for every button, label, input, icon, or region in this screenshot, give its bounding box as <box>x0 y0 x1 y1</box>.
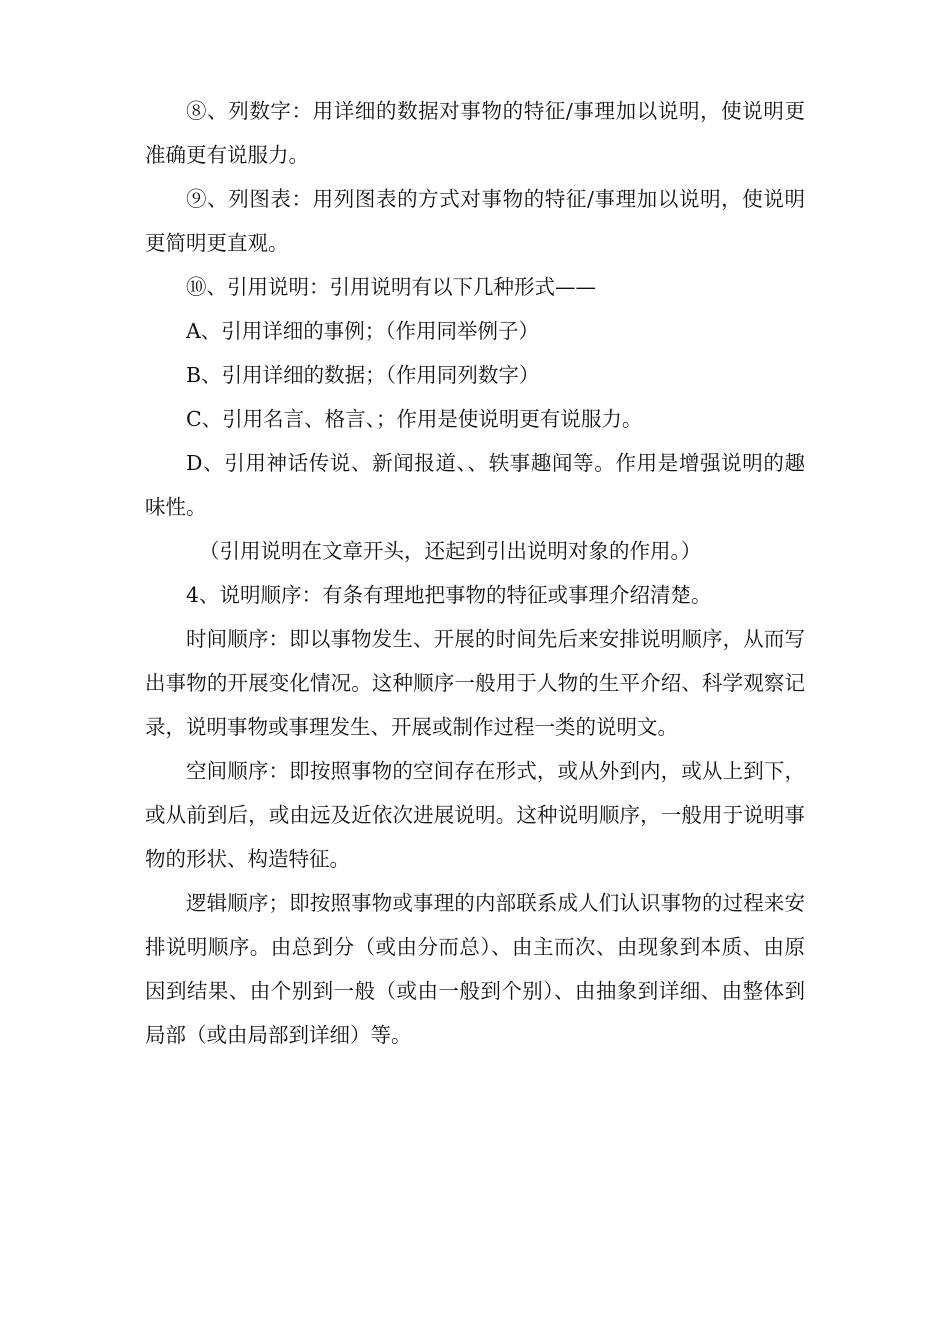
paragraph-citation-b: B、引用详细的数据；（作用同列数字） <box>186 363 540 387</box>
document-body <box>145 89 805 1057</box>
paragraph-citation-c: C、引用名言、格言、；作用是使说明更有说服力。 <box>186 407 643 431</box>
paragraph-list-numbers: ⑧、列数字：用详细的数据对事物的特征/事理加以说明，使说明更准确更有说服力。 <box>145 99 805 167</box>
paragraph-citation-note: （引用说明在文章开头，还起到引出说明对象的作用。） <box>199 539 702 563</box>
paragraph-time-order: 时间顺序：即以事物发生、开展的时间先后来安排说明顺序，从而写出事物的开展变化情况。这种顺序一般用于人物的生平介绍、科学观察记录，说明事物或事理发生、开展或制作过程一类的说明文。 <box>145 627 805 739</box>
paragraph-citation-a: A、引用详细的事例；（作用同举例子） <box>186 319 540 343</box>
paragraph-space-order: 空间顺序：即按照事物的空间存在形式，或从外到内，或从上到下，或从前到后，或由远及近依次进展说明。这种说明顺序，一般用于说明事物的形状、构造特征。 <box>145 759 805 871</box>
paragraph-citation-intro: ⑩、引用说明：引用说明有以下几种形式—— <box>186 275 596 299</box>
paragraph-logic-order: 逻辑顺序；即按照事物或事理的内部联系成人们认识事物的过程来安排说明顺序。由总到分（或由分而总）、由主而次、由现象到本质、由原因到结果、由个别到一般（或由一般到个别）、由抽象到详细、由整体到局部（或由局部到详细）等。 <box>145 891 805 1047</box>
paragraph-citation-d: D、引用神话传说、新闻报道、、轶事趣闻等。作用是增强说明的趣味性。 <box>145 451 805 519</box>
paragraph-list-charts: ⑨、列图表：用列图表的方式对事物的特征/事理加以说明，使说明更简明更直观。 <box>145 187 805 255</box>
paragraph-explanation-order: 4、说明顺序：有条有理地把事物的特征或事理介绍清楚。 <box>186 583 712 607</box>
